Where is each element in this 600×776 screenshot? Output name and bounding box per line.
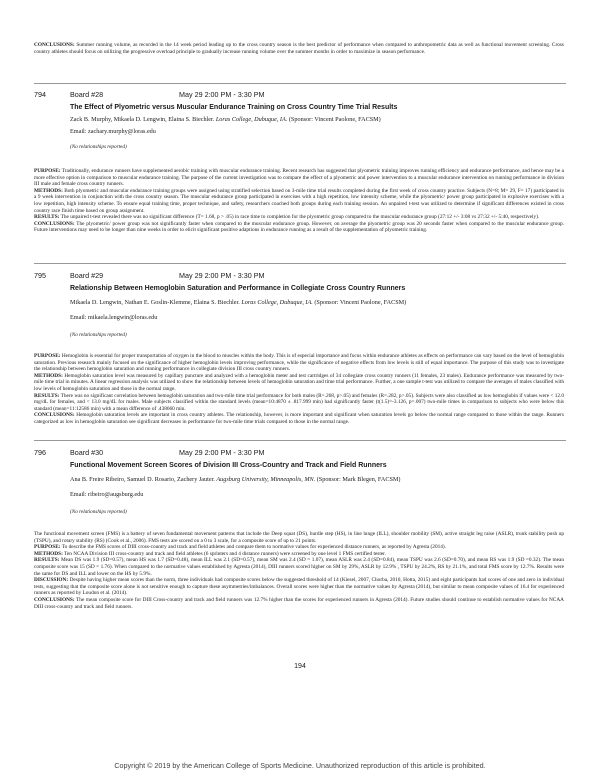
session-time: May 29 2:00 PM - 3:30 PM — [179, 90, 265, 99]
section-purpose — [34, 168, 564, 188]
board-number: Board #28 — [70, 90, 104, 99]
section-label: PURPOSE: — [34, 168, 61, 174]
author-names: Mikaela D. Lengwin, Nathan E. Goslin-Klemme, Elaina S. Biechler. — [70, 299, 240, 306]
section-label: RESULTS: — [34, 214, 60, 221]
divider — [34, 83, 566, 84]
section-text: Despite having higher mean scores than the norm, three individuals had composite scores below the suggested threshold of 14 (Kiesel, 2007, Chorba, 2010, Hotta, 2015) and eight participants had scores of one and zero in individual tests, suggesting that the composite score alone is not sensitive enough to capture these asymmetries/imbalances. Overall scores were higher than the normative values by Agresta (2014), but similar to mean composite values of 16.4 for experienced runners as reported by Loudon et al. (2014). — [34, 577, 564, 597]
abstract-authors — [70, 116, 560, 123]
sponsor: (Sponsor: Vincent Paolone, FACSM) — [288, 116, 381, 123]
section-label: PURPOSE: — [34, 544, 61, 551]
abstract-body — [34, 168, 564, 234]
section-conclusions — [34, 221, 564, 234]
copyright-notice: Copyright © 2019 by the American College of Sports Medicine. Unauthorized reproduction of this article is prohibited. — [114, 761, 486, 770]
section-label: DISCUSSION: — [34, 577, 69, 584]
divider — [34, 440, 566, 441]
section-discussion — [34, 577, 564, 597]
section-label: PURPOSE: — [34, 353, 61, 359]
board-number: Board #30 — [70, 448, 104, 457]
divider — [34, 263, 566, 264]
section-text: The mean composite score for DIII Cross-country and track and field runners was 12.7% higher than the scores for experienced runners in Agresta (2014). Future studies should continue to establish normative values for NCAA DIII cross-country and track and field runners. — [34, 596, 564, 610]
author-email: Email: ribeiro@augsburg.edu — [70, 491, 144, 498]
author-email: Email: zachary.murphy@loras.edu — [70, 128, 156, 135]
abstract-body — [34, 353, 564, 426]
abstract-number: 794 — [34, 90, 46, 99]
section-methods — [34, 373, 564, 393]
section-conclusions — [34, 597, 564, 610]
abstract-authors — [70, 299, 560, 306]
section-results — [34, 557, 564, 577]
section-purpose — [34, 353, 564, 373]
top-conclusion — [34, 42, 564, 55]
abstract-title: Functional Movement Screen Scores of Division III Cross-Country and Track and Field Runners — [70, 462, 387, 469]
author-names: Zack B. Murphy, Mikaela D. Lengwin, Elaina S. Biechler. — [70, 116, 215, 123]
board-number: Board #29 — [70, 271, 104, 280]
section-results — [34, 393, 564, 413]
abstract-795-header — [34, 271, 566, 283]
section-label: METHODS: — [34, 372, 63, 379]
section-label: CONCLUSIONS: — [34, 220, 75, 227]
disclosure: (No relationships reported) — [70, 509, 127, 515]
abstract-title: Relationship Between Hemoglobin Saturation and Performance in Collegiate Cross Country Runners — [70, 285, 406, 292]
section-text: Hemoglobin saturation level was measured by capillary puncture and analyzed with a hemoglobin meter and test cartridges of 34 collegiate cross country runners (11 females, 23 males). Endurance performance was measured by two-mile time trial in minutes. A linear regression analysis was utilized to show the relationship between levels of hemoglobin saturation and time trial performance. Further, a one sample t-test was utilized to compare the averages of males classified with low levels of hemoglobin saturation and those in the normal range. — [34, 372, 564, 392]
affiliation: Loras College, Dubuque, IA. — [241, 299, 313, 306]
affiliation: Loras College, Dubuque, IA. — [215, 116, 288, 123]
section-purpose — [34, 544, 564, 551]
section-intro — [34, 531, 564, 544]
sponsor: (Sponsor: Vincent Paolone, FACSM) — [314, 299, 407, 306]
section-label: CONCLUSIONS: — [34, 42, 75, 48]
section-label: RESULTS: — [34, 392, 60, 399]
section-text: The unpaired t-test revealed there was no significant difference (T= 1.68, p > .05) in race time to completion for the plyometric group compared to the muscular endurance group (27:12 +/- 3:08 vs 27:32 +/- 5:40, respectively). — [59, 214, 540, 221]
section-conclusions — [34, 412, 564, 425]
abstract-body — [34, 531, 564, 610]
section-text: Mean DS was 1.9 (SD=0.57), mean HS was 1.7 (SD=0.48), mean ILL was 2.1 (SD=0.57), mean SM was 2.4 (SD = 1.07), mean ASLR was 2.4 (SD=0.84), mean TSPU was 2.6 (SD=0.70), and mean RS was 1.9 (SD =0.32). The mean composite score was 15 (SD = 1.76). When compared to the normative values established by Agresta (2014), DIII runners scored higher on SM by 29%, ASLR by 12.9% , TSPU by 24.2%, RS by 21.1%, and total FMS score by 12.7%. Results were the same for DS and ILL and lower on the HS by 5.9%. — [34, 557, 564, 577]
abstract-794-header — [34, 90, 566, 102]
section-text: The plyometric/ power group was not significantly faster when compared to the muscular endurance group. However, on average the plyometric group was 20 seconds faster when compared to the muscular endurance group. Future interventions may need to be longer than nine weeks in order to elicit significant positive adaptions in endurance running as a result of the supplementation of plyometric training. — [34, 220, 564, 234]
abstract-number: 796 — [34, 448, 46, 457]
section-text: There was no significant correlation between hemoglobin saturation and two-mile time trial performance for both males (R=.268, p>.05) and females (R=.282, p>.05). Subjects were also classified as low hemoglobin if values were < 12.0 mg/dL for females, and < 13.0 mg/dL for males. Male subjects classified within the standard levels (mean=10:4870 ± .817.999 min) had significantly faster (t(1.5)=-3.126, p=.007) two-mile times in comparison to subjects who were below this standard (mean=11:12586 min) with a mean difference of .438660 min. — [34, 392, 564, 412]
page-number: 194 — [294, 663, 306, 670]
abstract-authors — [70, 476, 560, 483]
section-text: Summer running volume, as recorded in the 14 week period leading up to the cross country season is the best predictor of performance when compared to anthropometric data as well as functional movement screening. Cross country athletes should focus on utilizing the progressive overload principle to gradually increase running volume over the summer months in order to maximize in season performance. — [34, 42, 564, 55]
disclosure: (No relationships reported) — [70, 144, 127, 150]
section-label: METHODS: — [34, 550, 63, 557]
author-names: Ana B. Freire Ribeiro, Samuel D. Rosario, Zachery Jauter. — [70, 476, 215, 483]
section-methods — [34, 188, 564, 214]
disclosure: (No relationships reported) — [70, 332, 127, 338]
session-time: May 29 2:00 PM - 3:30 PM — [179, 271, 265, 280]
section-text: Hemoglobin is essential for proper transportation of oxygen in the blood to muscles within the body. This is of especial importance and focus within endurance athletes as effects on performance can vary based on the level of hemoglobin saturation. Previous research mainly focused on the significance of higher hemoglobin levels improving performance, while the significance of negative effects from low levels is still of equal importance. The purpose of this study was to investigate the relationship between hemoglobin saturation and running performance in collegiate division III cross country runners. — [34, 353, 564, 373]
section-label: METHODS: — [34, 187, 63, 194]
abstract-796-header — [34, 448, 566, 460]
session-time: May 29 2:00 PM - 3:30 PM — [179, 448, 265, 457]
section-label: CONCLUSIONS: — [34, 596, 75, 603]
section-text: Both plyometric and muscular endurance training groups were assigned using stratified selection based on 3-mile time trial results completed during the first week of cross country practice. Subjects (N=8; M= 29, F= 17) participated in a 9 week intervention in conjunction with the cross country season. The muscular endurance group participated in exercises with a high repetition, low intensity scheme, while the plyometric/ power group participated in explosive exercises with a low repetition, high intensity scheme. To ensure equal training time, proper technique, and safety, researchers coached both groups during each training session. An unpaired t-test was utilized to determine if significant differences existed in cross country race finish time based on group assignment. — [34, 187, 564, 214]
section-text: To describe the FMS scores of DIII cross-country and track and field athletes and compare them to normative values for experienced distance runners, as reported by Agresta (2014). — [60, 544, 446, 551]
section-text: The functional movement screen (FMS) is a battery of seven fundamental movement patterns that include the Deep squat (DS), hurdle step (HS), in line lunge (ILL), shoulder mobility (SM), active straight leg raise (ASLR), trunk stability push up (TSPU), and rotary stability (RS) (Cook et al., 2006). FMS tests are scored on a 0 to 3 scale, for a composite score of up to 21 points. — [34, 531, 564, 544]
author-email: Email: mikaela.lengwin@loras.edu — [70, 314, 158, 321]
section-text: Hemoglobin saturation levels are important in cross country athletes. The relationship, however, is more important and significant when saturation levels go below the normal range compared to those within the range. Runners categorized as low in hemoglobin saturation see significant decreases in performance for two-mile time trials compared to those in the normal range. — [34, 412, 564, 425]
section-text: Ten NCAA Division III cross-country and track and field athletes (6 sprinters and 4 distance runners) were screened by one level 1 FMS certified tester. — [62, 550, 386, 557]
sponsor: (Sponsor: Mark Blegen, FACSM) — [316, 476, 401, 483]
section-label: RESULTS: — [34, 557, 60, 564]
affiliation: Augsburg University, Minneapolis, MN. — [216, 476, 316, 483]
section-label: CONCLUSIONS: — [34, 412, 75, 419]
section-results — [34, 214, 564, 221]
abstract-number: 795 — [34, 271, 46, 280]
abstract-title: The Effect of Plyometric versus Muscular Endurance Training on Cross Country Time Trial Results — [70, 104, 398, 111]
section-text: Traditionally, endurance runners have supplemented aerobic training with muscular endurance training. Recent research has suggested that plyometric training improves running efficiency and endurance performance, and hence may be a more effective option in comparison to muscular endurance training. The purpose of the current investigation was to compare the effect of a plyometric and power intervention to a muscular endurance intervention on running performance in division III male and female cross country runners. — [34, 168, 564, 188]
